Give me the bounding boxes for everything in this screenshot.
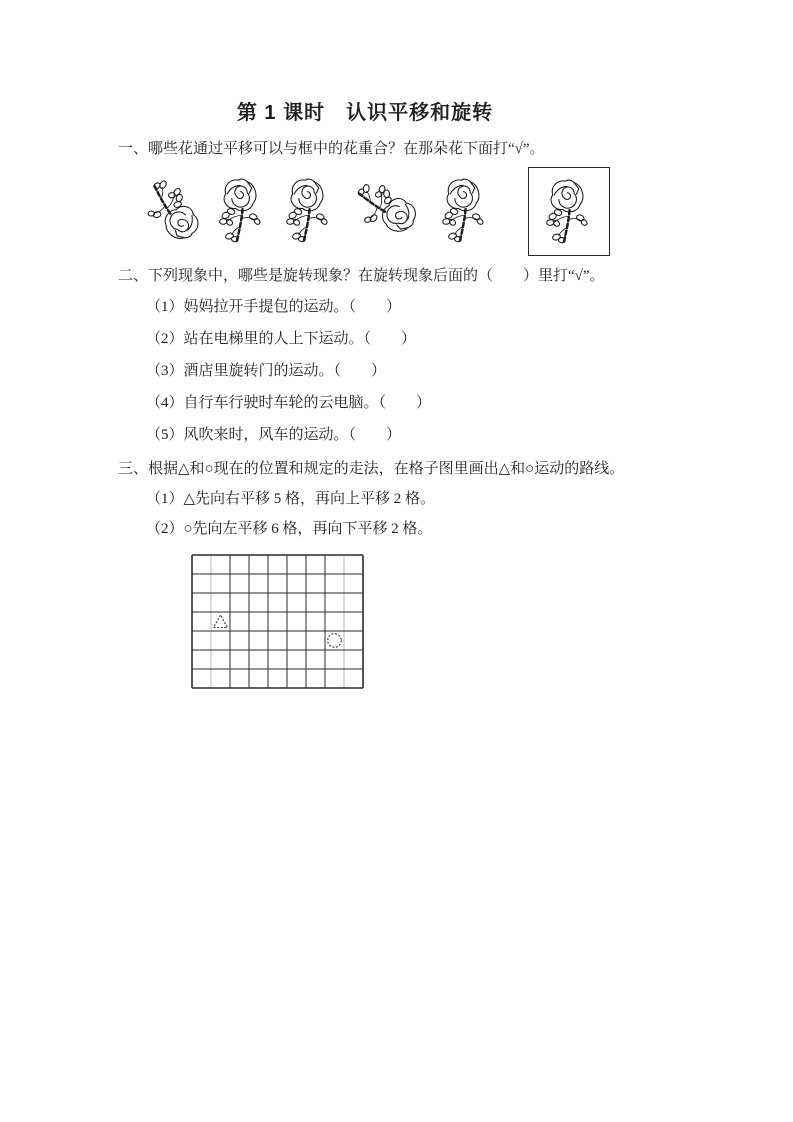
q3-item-1: （1）△先向右平移 5 格，再向上平移 2 格。 <box>146 491 436 507</box>
rose-icon <box>340 173 430 248</box>
rose-flower-1 <box>128 167 213 256</box>
target-frame <box>528 167 610 256</box>
translation-grid <box>190 553 365 690</box>
rose-icon <box>285 171 331 249</box>
rose-flower-6 <box>545 172 591 250</box>
page-title: 第 1 课时 认识平移和旋转 <box>236 102 494 124</box>
rose-flower-5 <box>441 171 487 249</box>
q2-heading: 二、下列现象中，哪些是旋转现象？在旋转现象后面的（ ）里打“√”。 <box>118 268 605 284</box>
rose-icon <box>218 171 264 249</box>
q2-item-5: （5）风吹来时，风车的运动。（ ） <box>146 427 402 443</box>
grid-circle <box>328 634 342 648</box>
q3-item-2: （2）○先向左平移 6 格，再向下平移 2 格。 <box>146 521 433 537</box>
q1-heading: 一、哪些花通过平移可以与框中的花重合？在那朵花下面打“√”。 <box>118 141 545 157</box>
q2-item-2: （2）站在电梯里的人上下运动。（ ） <box>146 331 417 347</box>
q2-item-3: （3）酒店里旋转门的运动。（ ） <box>146 363 387 379</box>
q2-item-4: （4）自行车行驶时车轮的云电脑。（ ） <box>146 395 432 411</box>
q3-heading: 三、根据△和○现在的位置和规定的走法，在格子图里画出△和○运动的路线。 <box>118 461 625 477</box>
grid-triangle <box>214 615 228 628</box>
q2-item-1: （1）妈妈拉开手提包的运动。（ ） <box>146 299 402 315</box>
rose-icon <box>441 171 487 249</box>
rose-icon <box>545 172 591 250</box>
rose-flower-2 <box>218 171 264 249</box>
rose-flower-3 <box>285 171 331 249</box>
rose-icon <box>128 167 213 256</box>
flower-row <box>0 0 793 300</box>
rose-flower-4 <box>340 173 430 248</box>
